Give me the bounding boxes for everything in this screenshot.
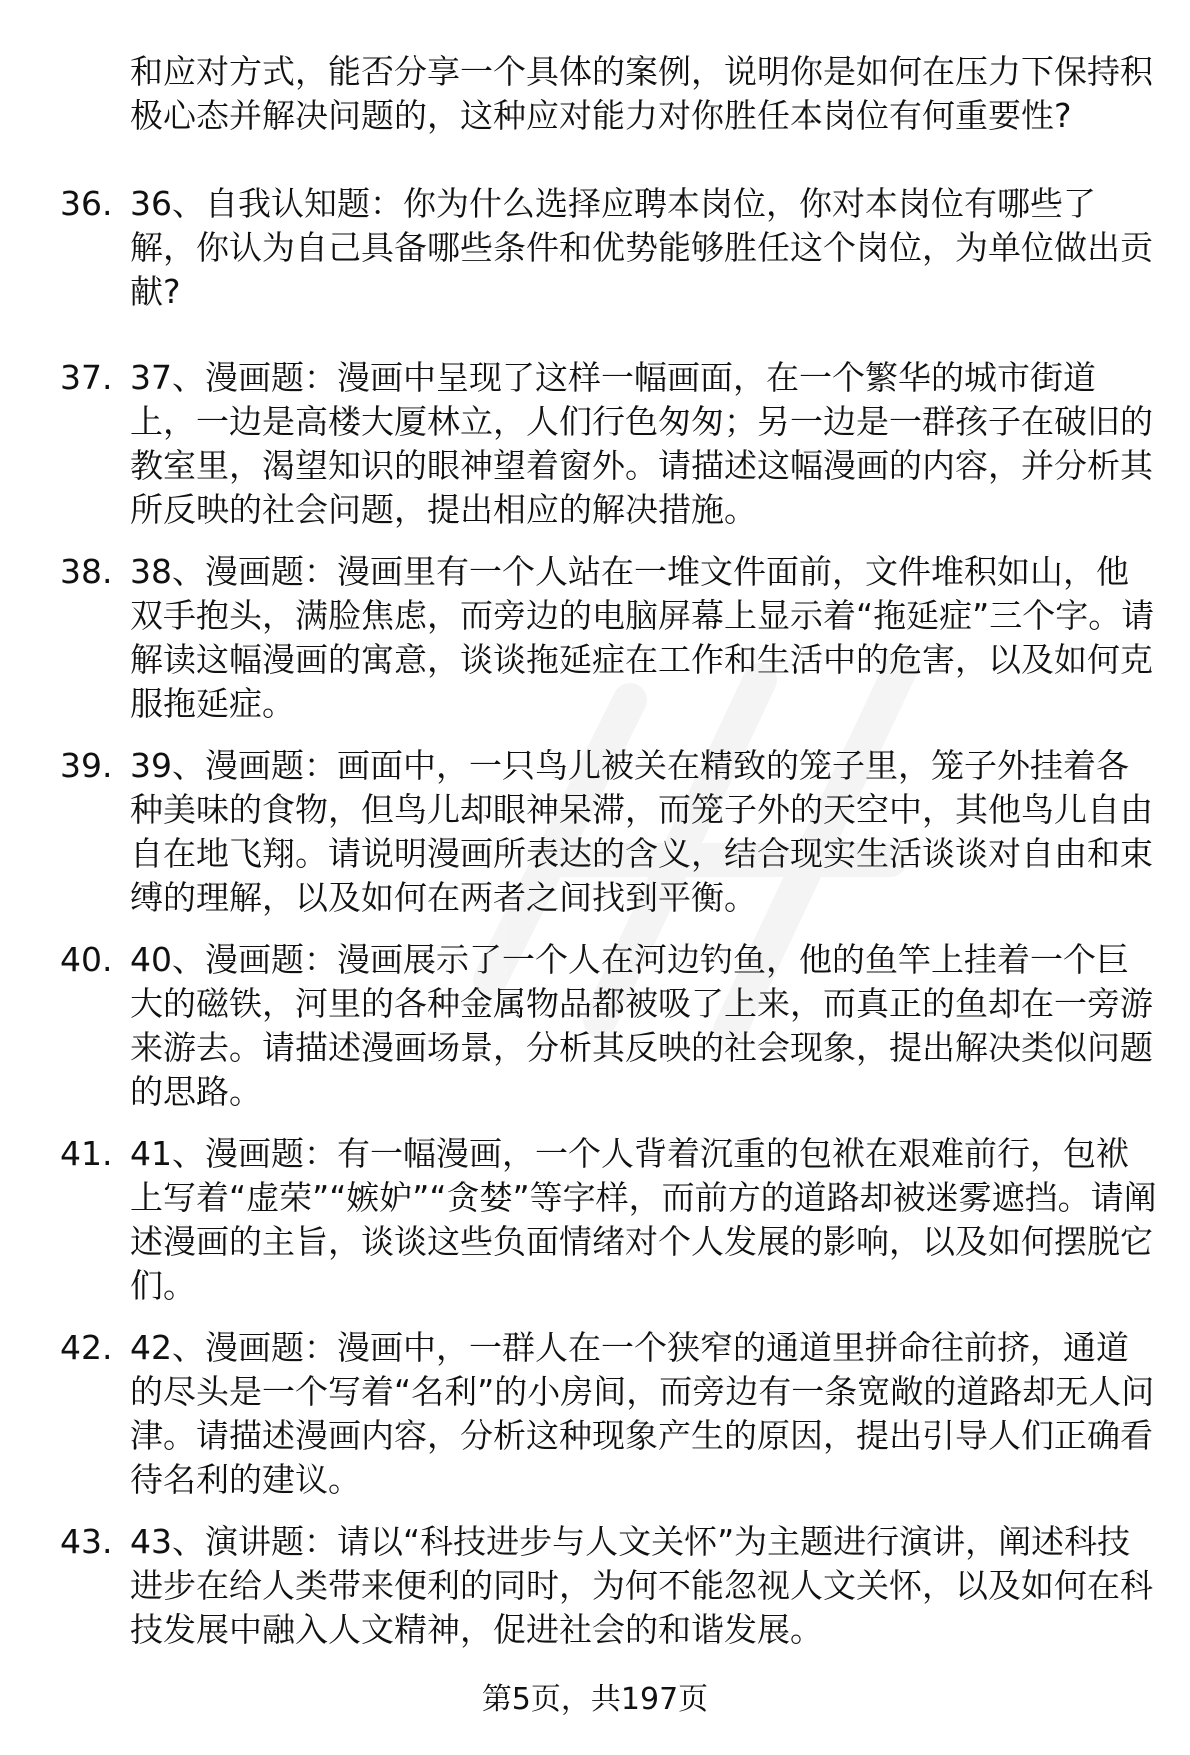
list-item-number: 39. <box>60 746 113 785</box>
question-35-continuation: 和应对方式，能否分享一个具体的案例，说明你是如何在压力下保持积极心态并解决问题的，这种应对能力对你胜任本岗位有何重要性? <box>130 52 1153 135</box>
list-item <box>60 1132 1160 1308</box>
list-item <box>60 356 1160 532</box>
list-item-text: 38、漫画题：漫画里有一个人站在一堆文件面前，文件堆积如山，他双手抱头，满脸焦虑，而旁边的电脑屏幕上显示着“拖延症”三个字。请解读这幅漫画的寓意，谈谈拖延症在工作和生活中的危害，以及如何克服拖延症。 <box>130 552 1155 723</box>
page-number-footer: 第5页，共197页 <box>481 1682 709 1717</box>
list-item-text: 41、漫画题：有一幅漫画，一个人背着沉重的包袱在艰难前行，包袱上写着“虚荣”“嫉妒”“贪婪”等字样，而前方的道路却被迷雾遮挡。请阐述漫画的主旨，谈谈这些负面情绪对个人发展的影响，以及如何摆脱它们。 <box>130 1134 1157 1305</box>
list-item-number: 38. <box>60 552 113 591</box>
list-item-text: 39、漫画题：画面中，一只鸟儿被关在精致的笼子里，笼子外挂着各种美味的食物，但鸟儿却眼神呆滞，而笼子外的天空中，其他鸟儿自由自在地飞翔。请说明漫画所表达的含义，结合现实生活谈谈对自由和束缚的理解，以及如何在两者之间找到平衡。 <box>130 746 1153 917</box>
list-item-number: 41. <box>60 1134 113 1173</box>
list-item <box>60 744 1160 920</box>
list-item-number: 40. <box>60 940 113 979</box>
list-item-number: 36. <box>60 184 113 223</box>
list-item-number: 43. <box>60 1522 113 1561</box>
list-item <box>60 550 1160 726</box>
list-item <box>60 1326 1160 1502</box>
list-item-text: 40、漫画题：漫画展示了一个人在河边钓鱼，他的鱼竿上挂着一个巨大的磁铁，河里的各种金属物品都被吸了上来，而真正的鱼却在一旁游来游去。请描述漫画场景，分析其反映的社会现象，提出解决类似问题的思路。 <box>130 940 1153 1111</box>
list-item-number: 37. <box>60 358 113 397</box>
list-item-text: 36、自我认知题：你为什么选择应聘本岗位，你对本岗位有哪些了解，你认为自己具备哪些条件和优势能够胜任这个岗位，为单位做出贡献? <box>130 184 1153 311</box>
list-item-text: 43、演讲题：请以“科技进步与人文关怀”为主题进行演讲，阐述科技进步在给人类带来便利的同时，为何不能忽视人文关怀，以及如何在科技发展中融入人文精神，促进社会的和谐发展。 <box>130 1522 1153 1649</box>
list-item-text: 42、漫画题：漫画中，一群人在一个狭窄的通道里拼命往前挤，通道的尽头是一个写着“名利”的小房间，而旁边有一条宽敞的道路却无人问津。请描述漫画内容，分析这种现象产生的原因，提出引导人们正确看待名利的建议。 <box>130 1328 1155 1499</box>
list-item-number: 42. <box>60 1328 113 1367</box>
list-item-text: 37、漫画题：漫画中呈现了这样一幅画面，在一个繁华的城市街道上，一边是高楼大厦林立，人们行色匆匆；另一边是一群孩子在破旧的教室里，渴望知识的眼神望着窗外。请描述这幅漫画的内容，并分析其所反映的社会问题，提出相应的解决措施。 <box>130 358 1153 529</box>
list-item <box>60 182 1160 314</box>
list-item <box>60 1520 1160 1652</box>
list-item <box>60 938 1160 1114</box>
